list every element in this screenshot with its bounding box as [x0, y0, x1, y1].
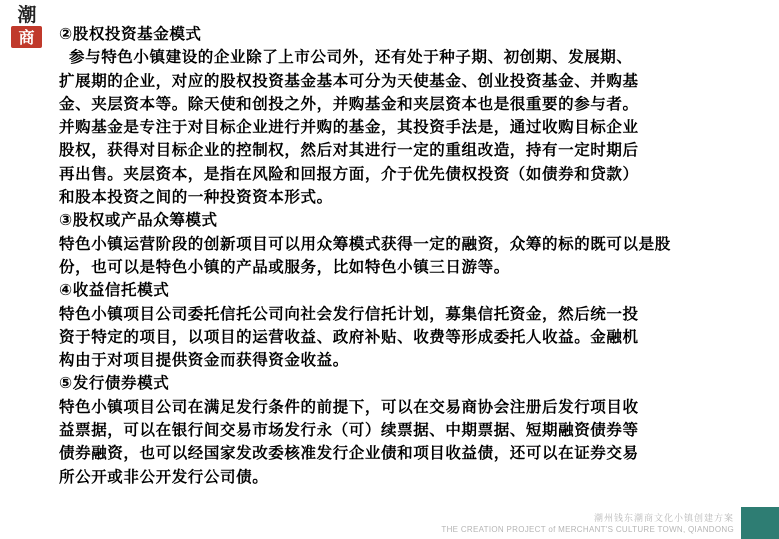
corner-accent-block	[741, 507, 779, 539]
text-line: 和股本投资之间的一种投资资本形式。	[59, 188, 333, 207]
section-heading-equity-fund: ②股权投资基金模式	[59, 25, 202, 43]
text-line: 益票据，可以在银行间交易市场发行永（可）续票据、中期票据、短期融资债券等	[59, 421, 639, 440]
chaoshang-logo	[8, 2, 46, 50]
text-line: 份，也可以是特色小镇的产品或服务，比如特色小镇三日游等。	[59, 257, 510, 276]
text-line: 参与特色小镇建设的企业除了上市公司外，还有处于种子期、初创期、发展期、	[69, 48, 633, 67]
section-heading-crowdfunding: ③股权或产品众筹模式	[59, 211, 218, 230]
section-heading-trust: ④收益信托模式	[59, 281, 170, 300]
text-line: 金、夹层资本等。除天使和创投之外，并购基金和夹层资本也是很重要的参与者。	[59, 94, 639, 113]
footer-chinese-title: 潮州钱东潮商文化小镇创建方案	[593, 514, 734, 524]
text-line: 特色小镇运营阶段的创新项目可以用众筹模式获得一定的融资，众筹的标的既可以是股	[59, 234, 671, 253]
text-line: 再出售。夹层资本，是指在风险和回报方面，介于优先债权投资（如债券和贷款）	[59, 164, 639, 183]
text-line: 特色小镇项目公司在满足发行条件的前提下，可以在交易商协会注册后发行项目收	[59, 397, 639, 416]
footer-caption	[441, 513, 734, 535]
text-line: 债券融资，也可以经国家发改委核准发行企业债和项目收益债，还可以在证券交易	[59, 444, 639, 463]
logo-character-bottom: 商	[18, 28, 35, 47]
text-line: 并购基金是专注于对目标企业进行并购的基金，其投资手法是，通过收购目标企业	[59, 118, 639, 137]
text-line: 构由于对项目提供资金而获得资金收益。	[59, 351, 349, 370]
text-line: 股权，获得对目标企业的控制权，然后对其进行一定的重组改造，持有一定时期后	[59, 141, 639, 160]
text-line: 特色小镇项目公司委托信托公司向社会发行信托计划，募集信托资金，然后统一投	[59, 304, 639, 323]
text-line: 所公开或非公开发行公司债。	[59, 467, 269, 486]
text-line: 资于特定的项目，以项目的运营收益、政府补贴、收费等形成委托人收益。金融机	[59, 327, 639, 346]
footer-english-title: THE CREATION PROJECT of MERCHANT'S CULTURE TOWN, QIANDONG	[441, 525, 734, 534]
logo-character-top: 潮	[17, 4, 37, 26]
body-text	[59, 23, 759, 489]
text-line: 扩展期的企业，对应的股权投资基金基本可分为天使基金、创业投资基金、并购基	[59, 71, 639, 90]
section-heading-bonds: ⑤发行债券模式	[59, 374, 170, 393]
